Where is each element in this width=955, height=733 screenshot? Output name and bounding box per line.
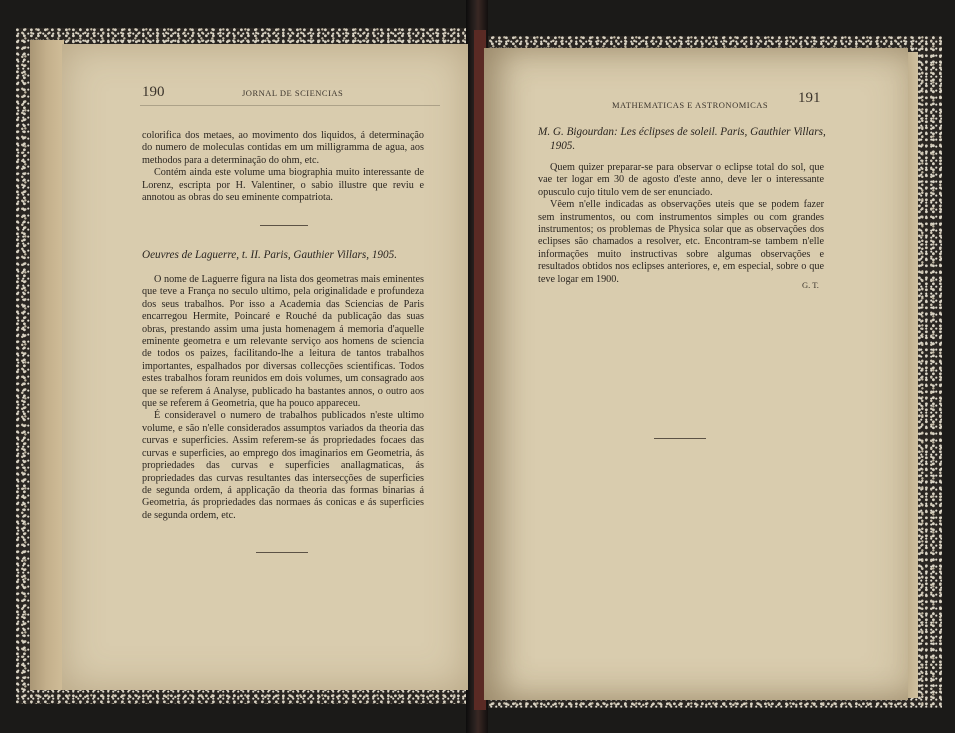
right-review-body [538, 162, 824, 286]
right-page [484, 48, 908, 700]
right-page-number: 191 [798, 90, 821, 106]
paragraph: Vêem n'elle indicadas as observações uteis que se podem fazer sem instrumentos, ou com instrumentos simples ou com grandes instrumentos; os problemas de Physica solar que as observações dos eclipses são chamados a resolver, etc. Encontram-se tambem n'elle informações muito instructivas sobre algumas observações e resultados obtidos nos eclipses anteriores, e, em especial, sobre o que teve logar em 1900. [538, 199, 824, 285]
paragraph: O nome de Laguerre figura na lista dos geometras mais eminentes que teve a França no seculo ultimo, pela originalidade e profundeza dos seus trabalhos. Por isso a Academia das Sciencias de Paris encarregou Hermite, Poincaré e Rouché da publicação das suas obras, prestando assim uma justa homenagem á memoria d'aquelle eminente geometra e um relevante serviço aos homens de sciencia de todos os paizes, facilitando-lhe a leitura de tantos trabalhos importantes, espalhados por diversas collecções scientificas. Todos estes trabalhos foram reunidos em dois volumes, um consagrado aos que se referem á Analyse, publicado ha bastantes annos, o outro aos que se referem á Geometria, que ha pouco appareceu. [142, 274, 424, 410]
paragraph: Quem quizer preparar-se para observar o eclipse total do sol, que vae ter logar em 30 de agosto d'este anno, deve ler o interessante opusculo cujo titulo vem de ser enunciado. [538, 162, 824, 198]
right-running-head: MATHEMATICAS E ASTRONOMICAS [612, 100, 769, 110]
review-title: Oeuvres de Laguerre, t. II. Paris, Gauthier Villars, 1905. [142, 249, 398, 261]
left-page-number: 190 [142, 84, 165, 100]
review-title-line-2: 1905. [550, 140, 576, 152]
paragraph: colorifica dos metaes, ao movimento dos liquidos, á determinação do numero de moleculas contidas em um milligramma de agua, aos methodos para a determinação do ohm, etc. [142, 130, 424, 166]
section-divider [654, 438, 706, 439]
left-page [62, 44, 468, 690]
review-signature: G. T. [802, 280, 819, 290]
section-divider [256, 552, 308, 553]
left-running-head: JORNAL DE SCIENCIAS [242, 88, 344, 98]
left-page-edges [30, 40, 64, 690]
paragraph: É consideravel o numero de trabalhos publicados n'este ultimo volume, e são n'elle considerados assumptos variados da theoria das curvas e superficies. Assim referem-se ás propriedades focaes das curvas e superficies, ao emprego dos imaginarios em Geometria, ás propriedades das curvas e superficies anallagmaticas, ás propriedades das curvas resultantes das intersecções de superficies de segunda ordem, á applicação da theoria das formas binarias á Geometria, ás propriedades das normaes ás conicas e ás superficies de segunda ordem, etc. [142, 410, 424, 521]
section-divider [260, 225, 308, 226]
left-review-body [142, 274, 424, 522]
review-title-line-1: M. G. Bigourdan: Les éclipses de soleil. Paris, Gauthier Villars, [538, 126, 826, 138]
header-rule [140, 105, 440, 106]
left-continued-text [142, 130, 424, 204]
paragraph: Contém ainda este volume uma biographia muito interessante de Lorenz, escripta por H. Valentiner, o sabio illustre que reviu e annotou as obras do seu eminente compatriota. [142, 167, 424, 204]
